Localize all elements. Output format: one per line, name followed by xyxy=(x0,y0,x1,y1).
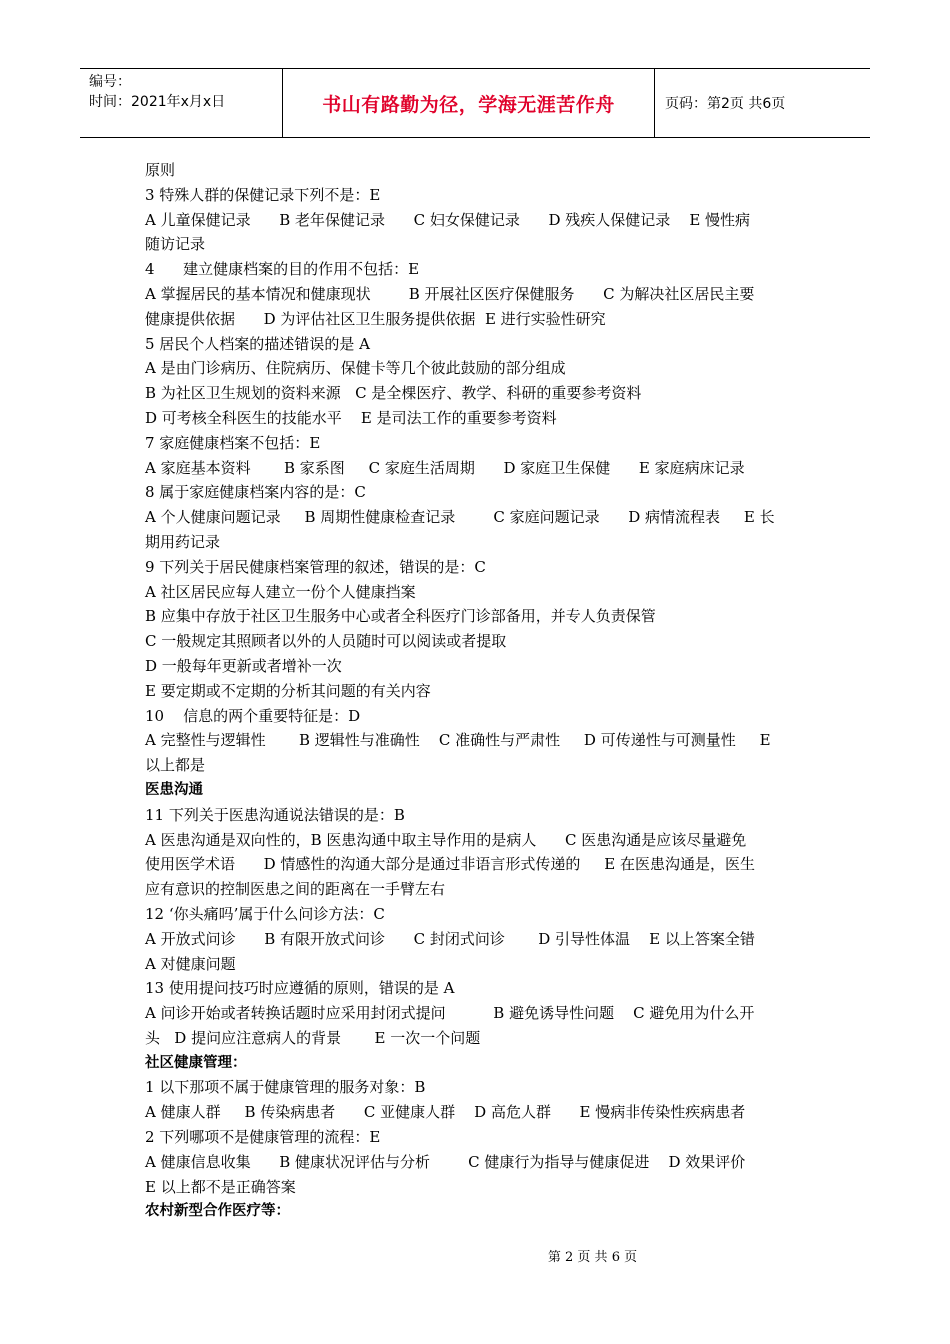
text-line: D 一般每年更新或者增补一次 xyxy=(145,656,342,675)
text-line: B 应集中存放于社区卫生服务中心或者全科医疗门诊部备用，并专人负责保管 xyxy=(145,607,656,626)
section-heading: 社区健康管理： xyxy=(145,1054,247,1071)
text-line: E 以上都不是正确答案 xyxy=(145,1177,296,1196)
text-line: 2 下列哪项不是健康管理的流程：E xyxy=(145,1128,381,1147)
text-line: 1 以下那项不属于健康管理的服务对象：B xyxy=(145,1078,426,1097)
text-line: D 可考核全科医生的技能水平 E 是司法工作的重要参考资料 xyxy=(145,408,557,427)
text-line: 5 居民个人档案的描述错误的是 A xyxy=(145,334,370,353)
text-line: 期用药记录 xyxy=(145,532,221,551)
text-line: 13 使用提问技巧时应遵循的原则，错误的是 A xyxy=(145,979,455,998)
text-line: B 为社区卫生规划的资料来源 C 是全棵医疗、教学、科研的重要参考资料 xyxy=(145,384,642,403)
text-line: A 医患沟通是双向性的，B 医患沟通中取主导作用的是病人 C 医患沟通是应该尽量避免 xyxy=(145,830,747,849)
text-line: A 儿童保健记录 B 老年保健记录 C 妇女保健记录 D 残疾人保健记录 E 慢性病 xyxy=(145,210,751,229)
text-line: A 个人健康问题记录 B 周期性健康检查记录 C 家庭问题记录 D 病情流程表 E 长 xyxy=(145,508,775,527)
text-line: 使用医学术语 D 情感性的沟通大部分是通过非语言形式传递的 E 在医患沟通是，医生 xyxy=(145,855,755,874)
text-line: A 是由门诊病历、住院病历、保健卡等几个彼此鼓励的部分组成 xyxy=(145,359,566,378)
text-line: 12 ‘你头痛吗’属于什么问诊方法：C xyxy=(145,904,385,923)
text-line: E 要定期或不定期的分析其问题的有关内容 xyxy=(145,681,431,700)
section-heading: 医患沟通 xyxy=(145,781,203,798)
text-line: A 开放式问诊 B 有限开放式问诊 C 封闭式问诊 D 引导性体温 E 以上答案全错 xyxy=(145,929,755,948)
text-line: A 掌握居民的基本情况和健康现状 B 开展社区医疗保健服务 C 为解决社区居民主要 xyxy=(145,284,755,303)
text-line: A 家庭基本资料 B 家系图 C 家庭生活周期 D 家庭卫生保健 E 家庭病床记录 xyxy=(145,458,745,477)
text-line: 应有意识的控制医患之间的距离在一手臂左右 xyxy=(145,880,446,899)
text-line: 4 建立健康档案的目的作用不包括：E xyxy=(145,260,420,279)
text-line: 健康提供依据 D 为评估社区卫生服务提供依据 E 进行实验性研究 xyxy=(145,309,606,328)
text-line: C 一般规定其照顾者以外的人员随时可以阅读或者提取 xyxy=(145,632,507,651)
header-info xyxy=(80,69,282,137)
header-page-number: 页码：第2页 共6页 xyxy=(665,96,786,112)
text-line: 8 属于家庭健康档案内容的是：C xyxy=(145,483,366,502)
text-line: 7 家庭健康档案不包括：E xyxy=(145,433,321,452)
text-line: A 健康信息收集 B 健康状况评估与分析 C 健康行为指导与健康促进 D 效果评价 xyxy=(145,1152,746,1171)
text-line: A 问诊开始或者转换话题时应采用封闭式提问 B 避免诱导性问题 C 避免用为什么开 xyxy=(145,1004,755,1023)
page-header xyxy=(80,68,870,138)
date-label: 时间：2021年x月x日 xyxy=(89,94,226,110)
section-heading: 农村新型合作医疗等： xyxy=(145,1203,290,1220)
text-line: 10 信息的两个重要特征是：D xyxy=(145,706,361,725)
text-line: 以上都是 xyxy=(145,756,206,775)
text-line: 原则 xyxy=(145,161,176,179)
text-line: 头 D 提问应注意病人的背景 E 一次一个问题 xyxy=(145,1028,481,1047)
text-line: A 对健康问题 xyxy=(145,954,236,973)
text-line: 11 下列关于医患沟通说法错误的是：B xyxy=(145,805,405,824)
text-line: 9 下列关于居民健康档案管理的叙述，错误的是：C xyxy=(145,557,486,576)
text-line: A 健康人群 B 传染病患者 C 亚健康人群 D 高危人群 E 慢病非传染性疾病患者 xyxy=(145,1103,746,1122)
text-line: 3 特殊人群的保健记录下列不是：E xyxy=(145,185,381,204)
text-line: 随访记录 xyxy=(145,235,206,254)
page-footer: 第 2 页 共 6 页 xyxy=(547,1250,638,1265)
header-motto: 书山有路勤为径，学海无涯苦作舟 xyxy=(282,69,655,137)
document-body xyxy=(145,158,810,1224)
text-line: A 社区居民应每人建立一份个人健康挡案 xyxy=(145,582,416,601)
number-label: 编号： xyxy=(89,74,131,90)
text-line: A 完整性与逻辑性 B 逻辑性与准确性 C 准确性与严肃性 D 可传递性与可测量性 E xyxy=(145,731,771,750)
